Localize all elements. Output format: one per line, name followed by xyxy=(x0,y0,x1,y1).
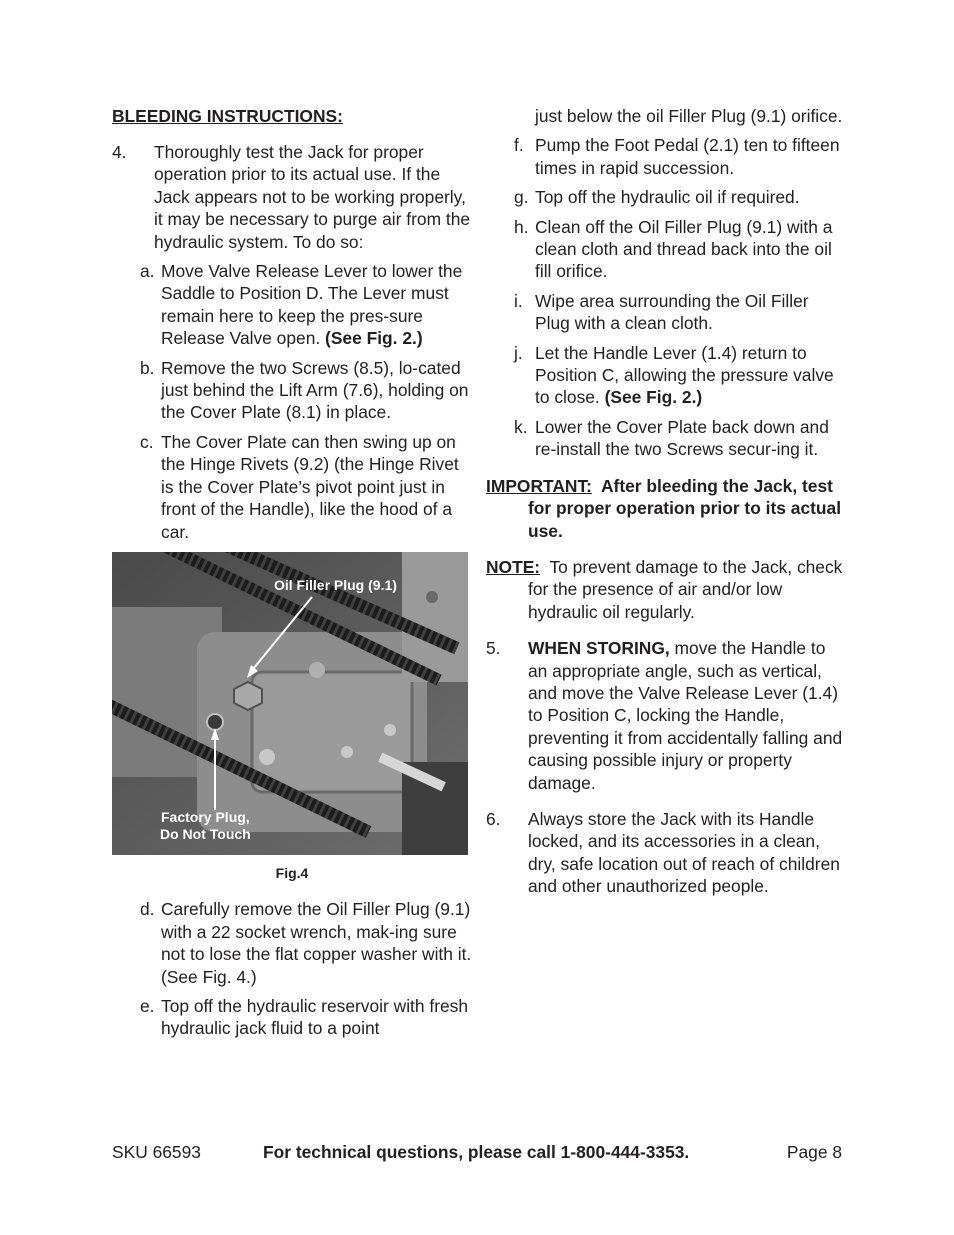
tech-support-line: For technical questions, please call 1-800-444-3353. xyxy=(263,1142,690,1162)
substep-h xyxy=(486,216,846,283)
step-text: Always store the Jack with its Handle locked, and its accessories in a clean, dry, safe location out of reach of children and other unauthorized people. xyxy=(528,808,840,897)
substep-letter: i. xyxy=(514,290,523,311)
substep-text: Lower the Cover Plate back down and re-install the two Screws secur-ing it. xyxy=(535,416,829,460)
section-heading: BLEEDING INSTRUCTIONS: xyxy=(112,106,343,126)
step-4 xyxy=(112,141,472,253)
substep-letter: e. xyxy=(140,995,155,1016)
step-text: Thoroughly test the Jack for proper operation prior to its actual use. If the Jack appears not to be working properly, it may be necessary to purge air from the hydraulic system. To do so: xyxy=(154,142,471,252)
note-label: NOTE: xyxy=(486,556,541,577)
substep-letter: f. xyxy=(514,135,524,156)
important-notice xyxy=(486,475,846,542)
step-bold-lead: WHEN STORING, xyxy=(528,638,670,659)
substep-reference: (See Fig. 2.) xyxy=(604,387,703,408)
substep-letter: g. xyxy=(514,187,529,208)
substep-text: Pump the Foot Pedal (2.1) ten to fifteen times in rapid succession. xyxy=(535,135,840,178)
substep-b xyxy=(112,357,472,424)
substep-g xyxy=(486,186,846,208)
substep-text: The Cover Plate can then swing up on the Hinge Rivets (9.2) (the Hinge Rivet is the Cover Plate’s pivot point just in front of the Handle), like the hood of a car. xyxy=(161,431,459,542)
substep-letter: h. xyxy=(514,216,529,237)
substep-k xyxy=(486,416,846,461)
substep-text: Clean off the Oil Filler Plug (9.1) with a clean cloth and thread back into the oil fill orifice. xyxy=(535,216,833,282)
sku-number: SKU 66593 xyxy=(112,1142,201,1162)
substep-f xyxy=(486,134,846,179)
substep-letter: k. xyxy=(514,416,528,437)
right-column xyxy=(486,105,846,905)
step-text: move the Handle to an appropriate angle, such as vertical, and move the Valve Release Lever (1.4) to Position C, locking the Handle, preventing it from accidentally falling and causing possible injury or property damage. xyxy=(528,638,843,793)
substep-c xyxy=(112,431,472,543)
substep-e xyxy=(112,995,472,1040)
factory-plug-label-2: Do Not Touch xyxy=(160,825,251,842)
substep-text: Remove the two Screws (8.5), lo-cated just behind the Lift Arm (7.6), holding on the Cover Plate (8.1) in place. xyxy=(161,357,469,423)
substep-text: Wipe area surrounding the Oil Filler Plug with a clean cloth. xyxy=(535,290,809,334)
substep-text: Move Valve Release Lever to lower the Saddle to Position D. The Lever must remain here to keep the pres-sure Release Valve open. xyxy=(161,261,463,349)
substep-letter: d. xyxy=(140,899,155,920)
page-number: Page 8 xyxy=(786,1142,842,1162)
figure-caption: Fig.4 xyxy=(275,864,309,881)
substep-text: Top off the hydraulic oil if required. xyxy=(535,187,800,208)
step-number: 6. xyxy=(486,808,501,829)
substep-j xyxy=(486,342,846,409)
substep-i xyxy=(486,290,846,335)
substep-letter: c. xyxy=(140,431,154,452)
factory-plug-label-1: Factory Plug, xyxy=(161,808,250,825)
substep-a xyxy=(112,260,472,350)
substep-reference: (See Fig. 2.) xyxy=(325,328,423,349)
substep-letter: a. xyxy=(140,261,155,282)
substep-letter: j. xyxy=(514,342,523,363)
oil-filler-plug-label: Oil Filler Plug (9.1) xyxy=(274,576,397,593)
step-number: 4. xyxy=(112,142,127,162)
substep-text: Let the Handle Lever (1.4) return to Position C, allowing the pressure valve to close. xyxy=(535,342,834,408)
substep-e-continued: just below the oil Filler Plug (9.1) orifice. xyxy=(535,106,843,126)
step-6 xyxy=(486,808,846,898)
substep-text: Carefully remove the Oil Filler Plug (9.1) with a 22 socket wrench, mak-ing sure not to lose the flat copper washer with it. (See Fig. 4.) xyxy=(161,899,472,987)
substep-letter: b. xyxy=(140,357,155,378)
step-5 xyxy=(486,637,846,794)
substep-d xyxy=(112,898,472,988)
note-text: To prevent damage to the Jack, check for the presence of air and/or low hydraulic oil regularly. xyxy=(528,556,843,622)
substep-text: Top off the hydraulic reservoir with fresh hydraulic jack fluid to a point xyxy=(161,995,469,1039)
step-number: 5. xyxy=(486,638,501,659)
important-text: After bleeding the Jack, test for proper operation prior to its actual use. xyxy=(528,475,842,541)
left-column xyxy=(112,105,472,1047)
note-notice xyxy=(486,556,846,623)
important-label: IMPORTANT: xyxy=(486,475,592,496)
jack-photo-figure xyxy=(112,552,468,855)
